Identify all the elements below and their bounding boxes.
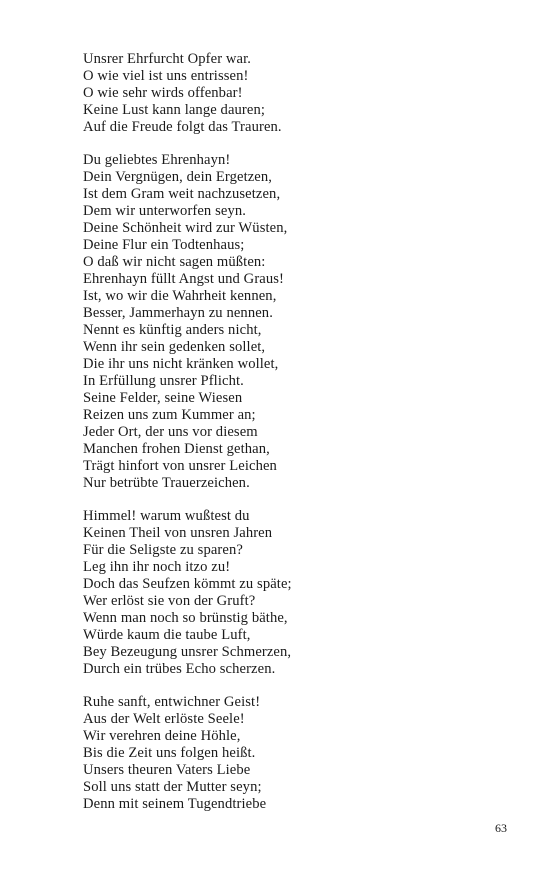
verse-line: Nennt es künftig anders nicht, [83,322,262,338]
verse-line: Keine Lust kann lange dauren; [83,102,266,118]
verse-line: Bey Bezeugung unsrer Schmerzen, [83,644,292,660]
verse-line: Keinen Theil von unsren Jahren [83,525,273,541]
verse-line: Die ihr uns nicht kränken wollet, [83,356,279,372]
stanza [83,508,503,678]
verse-line: Soll uns statt der Mutter seyn; [83,779,262,795]
stanza [83,694,503,813]
verse-line: Würde kaum die taube Luft, [83,627,251,643]
stanza [83,152,503,492]
verse-line: Unsrer Ehrfurcht Opfer war. [83,51,252,67]
poem-text [83,51,503,829]
verse-line: Deine Flur ein Todtenhaus; [83,237,245,253]
verse-line: Ist dem Gram weit nachzusetzen, [83,186,281,202]
verse-line: Besser, Jammerhayn zu nennen. [83,305,273,321]
verse-line: Wir verehren deine Höhle, [83,728,241,744]
verse-line: O daß wir nicht sagen müßten: [83,254,266,270]
verse-line: Bis die Zeit uns folgen heißt. [83,745,256,761]
verse-line: Leg ihn ihr noch itzo zu! [83,559,231,575]
verse-line: Dein Vergnügen, dein Ergetzen, [83,169,273,185]
verse-line: Wer erlöst sie von der Gruft? [83,593,256,609]
verse-line: Durch ein trübes Echo scherzen. [83,661,276,677]
verse-line: Deine Schönheit wird zur Wüsten, [83,220,288,236]
stanza [83,51,503,136]
verse-line: Ruhe sanft, entwichner Geist! [83,694,261,710]
verse-line: Trägt hinfort von unsrer Leichen [83,458,277,474]
verse-line: Unsers theuren Vaters Liebe [83,762,251,778]
verse-line: In Erfüllung unsrer Pflicht. [83,373,244,389]
verse-line: Reizen uns zum Kummer an; [83,407,256,423]
verse-line: Doch das Seufzen kömmt zu späte; [83,576,292,592]
verse-line: Denn mit seinem Tugendtriebe [83,796,267,812]
verse-line: Du geliebtes Ehrenhayn! [83,152,231,168]
verse-line: Für die Seligste zu sparen? [83,542,243,558]
verse-line: Aus der Welt erlöste Seele! [83,711,245,727]
verse-line: Wenn ihr sein gedenken sollet, [83,339,266,355]
verse-line: Jeder Ort, der uns vor diesem [83,424,258,440]
verse-line: Seine Felder, seine Wiesen [83,390,243,406]
verse-line: Manchen frohen Dienst gethan, [83,441,270,457]
page-number: 63 [495,821,507,835]
verse-line: Dem wir unterworfen seyn. [83,203,246,219]
verse-line: O wie viel ist uns entrissen! [83,68,249,84]
verse-line: Ehrenhayn füllt Angst und Graus! [83,271,284,287]
verse-line: Himmel! warum wußtest du [83,508,250,524]
verse-line: Nur betrübte Trauerzeichen. [83,475,250,491]
verse-line: Auf die Freude folgt das Trauren. [83,119,282,135]
verse-line: O wie sehr wirds offenbar! [83,85,243,101]
verse-line: Wenn man noch so brünstig bäthe, [83,610,288,626]
verse-line: Ist, wo wir die Wahrheit kennen, [83,288,277,304]
